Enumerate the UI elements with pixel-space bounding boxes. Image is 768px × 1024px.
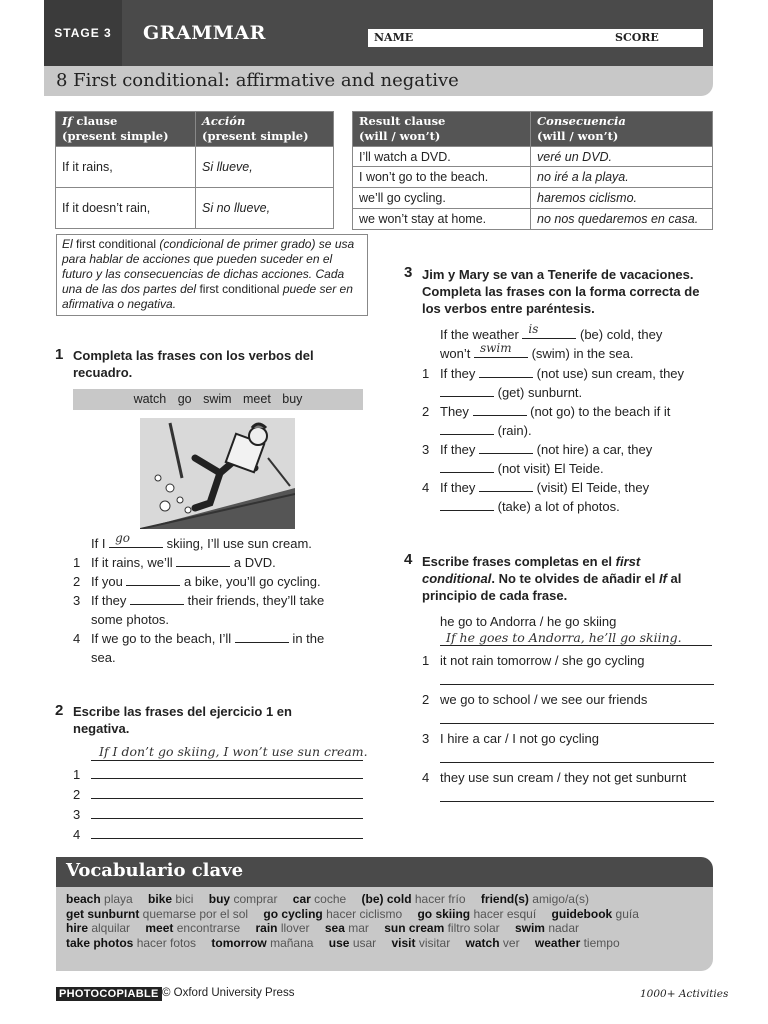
vocab-translation: playa (104, 892, 133, 906)
vocab-word: take photos (66, 935, 137, 950)
vocab-entry (263, 907, 414, 921)
vocab-translation: encontrarse (176, 921, 241, 936)
vocab-translation: amigo/a(s) (532, 892, 589, 906)
vocab-translation: tiempo (583, 935, 620, 950)
exercise-2-instruction: Escribe las frases del ejercicio 1 en negativa. (73, 704, 292, 736)
vocab-word: rain (255, 921, 281, 936)
handwritten-answer: If he goes to Andorra, he’ll go skiing. (446, 630, 682, 645)
vocab-entry (66, 907, 260, 921)
list-item: some photos. (91, 612, 170, 627)
answer-blank[interactable] (479, 441, 533, 454)
vocab-entry (293, 892, 358, 906)
answer-blank[interactable] (440, 498, 494, 511)
answer-blank[interactable] (235, 630, 289, 643)
table-cell: we’ll go cycling. (353, 188, 531, 209)
vocab-word: watch (465, 935, 503, 950)
vocab-entry (211, 936, 325, 950)
vocab-translation: nadar (548, 921, 580, 936)
answer-blank[interactable] (440, 422, 494, 435)
stage-label: STAGE 3 (44, 0, 122, 66)
vocab-word: hire (66, 921, 92, 936)
answer-line[interactable]: 3 (73, 805, 363, 825)
answer-blank[interactable]: swim (474, 345, 528, 358)
table-cell: I’ll watch a DVD. (353, 147, 531, 167)
vocab-translation: filtro solar (447, 921, 500, 936)
answer-blank[interactable] (440, 384, 494, 397)
list-item: 4 If we go to the beach, I’ll in the (73, 631, 325, 646)
name-score-box[interactable] (368, 29, 703, 47)
vocab-translation: hacer fotos (136, 935, 197, 950)
vocab-word: get sunburnt (66, 906, 143, 921)
name-label: NAME (374, 31, 414, 44)
exercise-1-example: If I go skiing, I’ll use sun cream. (91, 531, 312, 551)
vocab-translation: ver (502, 935, 520, 950)
vocab-entry (384, 921, 511, 935)
list-item: 3 If they (not hire) a car, they (422, 442, 653, 457)
vocab-translation: quemarse por el sol (142, 906, 249, 921)
list-item[interactable]: 1 it not rain tomorrow / she go cycling (422, 651, 714, 690)
answer-blank[interactable] (130, 592, 184, 605)
vocab-word: go skiing (417, 906, 474, 921)
vocab-entry (515, 921, 591, 935)
answer-blank[interactable] (479, 365, 533, 378)
vocab-translation: coche (314, 892, 347, 906)
list-item: 2 They (not go) to the beach if it (422, 404, 671, 419)
exercise-1-instruction: Completa las frases con los verbos del recuadro. (73, 348, 314, 380)
vocab-entry (417, 907, 548, 921)
page-title: 8 First conditional: affirmative and negative (56, 70, 459, 91)
exercise-4-example-prompt: he go to Andorra / he go skiing (440, 614, 617, 629)
exercise-3-items (422, 364, 714, 516)
list-item: 3 If they their friends, they’ll take (73, 593, 325, 608)
section-title: GRAMMAR (143, 22, 266, 44)
vocab-translation: guía (615, 906, 639, 921)
answer-blank[interactable]: is (522, 326, 576, 339)
photocopiable-badge: PHOTOCOPIABLE (56, 987, 162, 1001)
answer-line[interactable]: 4 (73, 825, 363, 845)
vocab-translation: usar (352, 935, 377, 950)
list-item[interactable]: 4 they use sun cream / they not get sunburnt (422, 768, 714, 807)
vocab-translation: bici (175, 892, 194, 906)
vocab-translation: hacer frío (414, 892, 466, 906)
vocab-translation: alquilar (91, 921, 131, 936)
answer-blank[interactable]: go (109, 535, 163, 548)
list-item[interactable]: 2 we go to school / we see our friends (422, 690, 714, 729)
vocab-entry (66, 936, 208, 950)
vocab-word: use (328, 935, 353, 950)
table-header: If clause (present simple) (56, 112, 196, 147)
vocab-translation: comprar (233, 892, 278, 906)
table-row (353, 147, 713, 167)
exercise-1-items (73, 553, 363, 667)
vocab-entry (325, 921, 381, 935)
vocab-translation: hacer esquí (473, 906, 537, 921)
vocab-word: tomorrow (211, 935, 271, 950)
vocab-translation: mar (348, 921, 369, 936)
vocab-word: bike (148, 892, 176, 906)
vocab-translation: visitar (418, 935, 451, 950)
table-cell: we won’t stay at home. (353, 209, 531, 230)
grammar-table-if (55, 111, 334, 229)
table-header: Acción (present simple) (196, 112, 334, 147)
table-cell: I won’t go to the beach. (353, 167, 531, 188)
skier-falling-image (140, 418, 295, 529)
table-cell: haremos ciclismo. (531, 188, 713, 209)
exercise-4-items (422, 651, 714, 807)
list-item: 1 If it rains, we’ll a DVD. (73, 555, 276, 570)
table-cell: Si no llueve, (196, 188, 334, 229)
table-cell: If it rains, (56, 147, 196, 188)
list-item: (not visit) El Teide. (422, 459, 714, 478)
vocab-entry (466, 936, 532, 950)
vocab-word: car (292, 892, 315, 906)
vocab-word: friend(s) (480, 892, 533, 906)
exercise-4-example-line (440, 628, 712, 646)
handwritten-answer: If I don’t go skiing, I won’t use sun cream. (99, 744, 368, 759)
table-row (353, 188, 713, 209)
vocab-entry (66, 892, 145, 906)
table-row (56, 188, 334, 229)
list-item: 1 If they (not use) sun cream, they (422, 366, 685, 381)
vocab-entry (535, 936, 632, 950)
vocab-title: Vocabulario clave (66, 860, 244, 881)
answer-line[interactable]: 1 (73, 765, 363, 785)
vocab-translation: mañana (270, 935, 314, 950)
series-name: 1000+ Activities (640, 988, 729, 1000)
list-item: 4 If they (visit) El Teide, they (422, 480, 650, 495)
exercise-2-lines (73, 765, 363, 845)
vocab-entry (329, 936, 388, 950)
vocab-entry (481, 892, 601, 906)
exercise-4-instruction: Escribe frases completas en el first conditional. No te olvides de añadir el If al principio de cada frase. (422, 554, 682, 603)
answer-line[interactable]: 2 (73, 785, 363, 805)
vocab-entry (145, 921, 252, 935)
score-label: SCORE (615, 31, 659, 44)
vocab-entry (255, 921, 321, 935)
table-row (353, 167, 713, 188)
vocab-word: sun cream (384, 921, 448, 936)
vocab-word: weather (534, 935, 584, 950)
vocab-translation: llover (280, 921, 310, 936)
answer-blank[interactable] (479, 479, 533, 492)
grammar-table-result (352, 111, 713, 230)
vocab-entry (209, 892, 290, 906)
exercise-1-number: 1 (55, 346, 64, 363)
copyright: © Oxford University Press (162, 987, 295, 999)
table-header: Result clause (will / won’t) (353, 112, 531, 147)
list-item: (get) sunburnt. (422, 383, 714, 402)
list-item: sea. (91, 650, 116, 665)
vocab-entry (552, 907, 651, 921)
vocab-word: buy (208, 892, 234, 906)
vocab-entry (148, 892, 205, 906)
exercise-3-instruction: Jim y Mary se van a Tenerife de vacaciones. Completa las frases con la forma correcta de los verbos entre paréntesis. (422, 267, 700, 316)
exercise-4-number: 4 (404, 551, 413, 568)
answer-blank[interactable] (176, 554, 230, 567)
vocab-entry (392, 936, 463, 950)
vocab-entry (362, 892, 478, 906)
table-row (56, 147, 334, 188)
vocab-word: beach (66, 892, 105, 906)
list-item: 2 If you a bike, you’ll go cycling. (73, 574, 321, 589)
vocab-word: visit (391, 935, 419, 950)
vocab-list (66, 892, 706, 950)
table-cell: no iré a la playa. (531, 167, 713, 188)
list-item[interactable]: 3 I hire a car / I not go cycling (422, 729, 714, 768)
exercise-3-example: If the weather is (be) cold, they won’t swim (swim) in the sea. (440, 322, 663, 361)
vocab-word: meet (145, 921, 177, 936)
list-item: (take) a lot of photos. (422, 497, 714, 516)
vocab-word: sea (324, 921, 349, 936)
table-row (353, 209, 713, 230)
table-header: Consecuencia (will / won’t) (531, 112, 713, 147)
vocab-word: swim (514, 921, 549, 936)
answer-blank[interactable] (473, 403, 527, 416)
table-cell: Si llueve, (196, 147, 334, 188)
vocab-translation: hacer ciclismo (326, 906, 403, 921)
answer-blank[interactable] (126, 573, 180, 586)
exercise-2-example-line (91, 742, 368, 761)
table-cell: veré un DVD. (531, 147, 713, 167)
exercise-3-number: 3 (404, 264, 413, 281)
vocab-entry (66, 921, 142, 935)
vocab-word: go cycling (263, 906, 327, 921)
word-box: watch go swim meet buy (73, 389, 363, 410)
table-cell: no nos quedaremos en casa. (531, 209, 713, 230)
grammar-note: El first conditional (condicional de primer grado) se usa para hablar de acciones que pueden suceder en el futuro y las consecuencias de dichas acciones. Cada una de las dos partes del first conditional puede ser en afirmativa o negativa. (56, 234, 368, 316)
table-cell: If it doesn’t rain, (56, 188, 196, 229)
skier-illustration (140, 418, 295, 529)
vocab-word: (be) cold (361, 892, 415, 906)
answer-blank[interactable] (440, 460, 494, 473)
list-item: (rain). (422, 421, 714, 440)
exercise-2-number: 2 (55, 702, 64, 719)
vocab-word: guidebook (551, 906, 616, 921)
